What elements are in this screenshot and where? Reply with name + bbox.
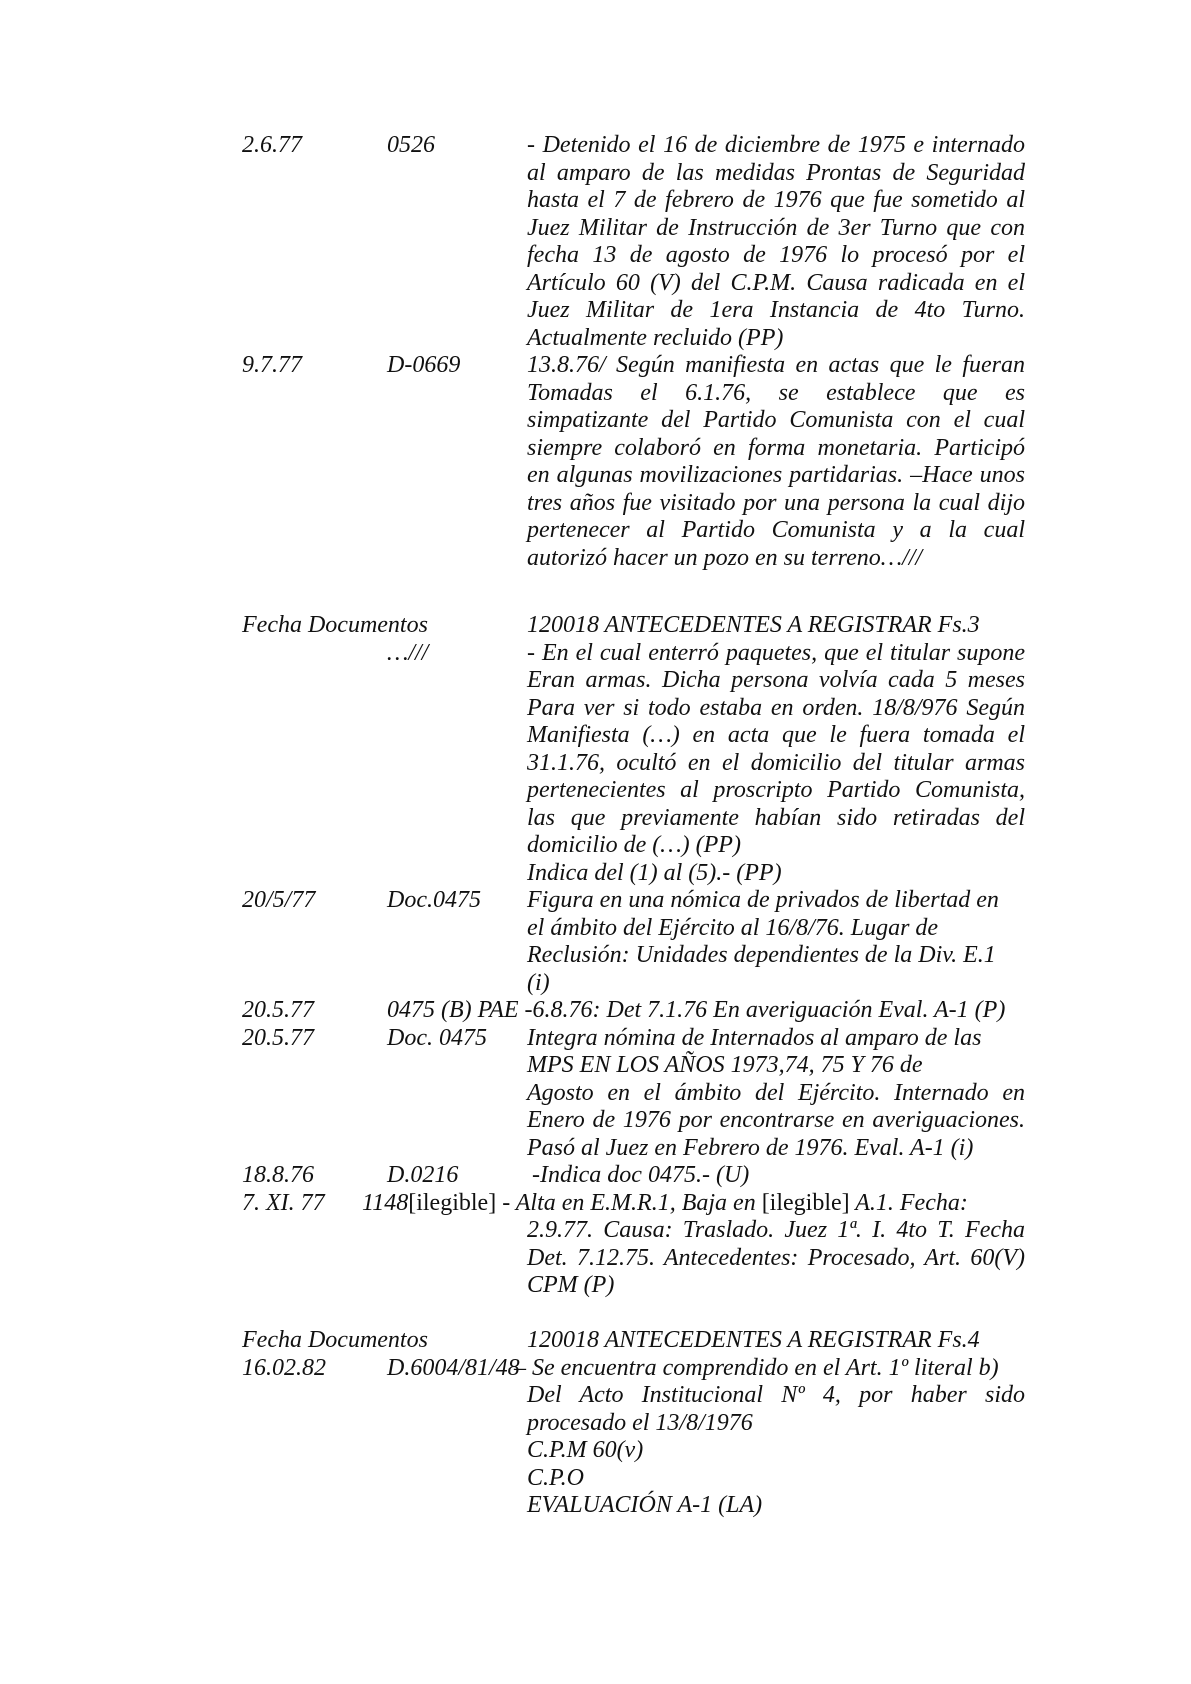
entry-text-line: hasta el 7 de febrero de 1976 que fue sometido al xyxy=(527,187,1025,213)
section-header: 120018 ANTECEDENTES A REGISTRAR Fs.4 xyxy=(527,1327,980,1353)
entry-text-line: MPS EN LOS AÑOS 1973,74, 75 Y 76 de xyxy=(527,1052,923,1078)
entry-text-line: (i) xyxy=(527,969,550,996)
entry-date: 20.5.77 xyxy=(242,1024,314,1051)
entry-text-line: Juez Militar de Instrucción de 3er Turno que con xyxy=(527,214,1025,241)
entry-text-line: fecha 13 de agosto de 1976 lo procesó por el xyxy=(527,242,1025,268)
entry-text-line: Juez Militar de 1era Instancia de 4to Turno. xyxy=(527,297,1025,323)
entry-text-line: - Detenido el 16 de diciembre de 1975 e internado xyxy=(527,132,1025,158)
entry-code: D-0669 xyxy=(387,352,461,378)
entry-code: D.0216 xyxy=(387,1162,459,1188)
entry-text-line: las que previamente habían sido retiradas del xyxy=(527,804,1025,831)
entry-text-line: Det. 7.12.75. Antecedentes: Procesado, Art. 60(V) xyxy=(527,1244,1025,1271)
entry-text-line: Eran armas. Dicha persona volvía cada 5 meses xyxy=(527,667,1025,693)
entry-text-fragment: A.1. Fecha: xyxy=(849,1189,968,1216)
illegible-mark: [ilegible] xyxy=(408,1189,497,1216)
entry-text-line: 31.1.76, ocultó en el domicilio del titular armas xyxy=(527,749,1025,776)
entry-text-line: Actualmente recluido (PP) xyxy=(527,324,784,351)
entry-text-line: - En el cual enterró paquetes, que el titular supone xyxy=(527,639,1025,666)
column-header: Fecha Documentos xyxy=(242,1327,428,1353)
entry-date: 7. XI. 77 xyxy=(242,1189,325,1216)
entry-date: 20/5/77 xyxy=(242,887,316,913)
entry-text-line: Enero de 1976 por encontrarse en averiguaciones. xyxy=(527,1107,1025,1133)
entry-code: 0526 xyxy=(387,132,435,158)
entry-text-line: autorizó hacer un pozo en su terreno…/// xyxy=(527,544,923,571)
entry-date: 16.02.82 xyxy=(242,1354,326,1381)
entry-text-line: Agosto en el ámbito del Ejército. Internado en xyxy=(527,1079,1025,1106)
entry-text-line: Figura en una nómica de privados de libertad en xyxy=(527,887,999,913)
entry-text-line: en algunas movilizaciones partidarias. –Hace unos xyxy=(527,462,1025,488)
entry-text-line: -Indica doc 0475.- (U) xyxy=(532,1162,750,1188)
entry-code: Doc. 0475 xyxy=(387,1024,487,1051)
entry-date: 20.5.77 xyxy=(242,997,314,1023)
entry-text-line: Pasó al Juez en Febrero de 1976. Eval. A-1 (i) xyxy=(527,1134,974,1161)
entry-text-line: 13.8.76/ Según manifiesta en actas que le fueran xyxy=(527,352,1025,378)
entry-text-line: – Se encuentra comprendido en el Art. 1º literal b) xyxy=(514,1354,999,1381)
entry-date: 18.8.76 xyxy=(242,1162,314,1188)
entry-text-line: EVALUACIÓN A-1 (LA) xyxy=(527,1492,763,1518)
entry-code: D.6004/81/48 xyxy=(387,1354,520,1381)
entry-text-line: domicilio de (…) (PP) xyxy=(527,832,741,858)
entry-text-line: Reclusión: Unidades dependientes de la Div. E.1 xyxy=(527,942,996,968)
entry-text-line: Indica del (1) al (5).- (PP) xyxy=(527,859,782,886)
entry-text-line: Artículo 60 (V) del C.P.M. Causa radicada en el xyxy=(527,269,1025,296)
entry-code: 1148 xyxy=(362,1189,409,1216)
entry-text-line: el ámbito del Ejército al 16/8/76. Lugar de xyxy=(527,914,939,941)
entry-text-line: Manifiesta (…) en acta que le fuera tomada el xyxy=(527,722,1025,748)
entry-text-fragment: - Alta en E.M.R.1, Baja en xyxy=(496,1189,762,1216)
entry-code: …/// xyxy=(387,639,429,666)
entry-text-line: CPM (P) xyxy=(527,1272,615,1298)
entry-text-line: simpatizante del Partido Comunista con el cual xyxy=(527,407,1025,433)
entry-text-line: pertenecientes al proscripto Partido Comunista, xyxy=(527,777,1025,803)
illegible-mark: [ilegible] xyxy=(761,1189,850,1216)
entry-text-line: Para ver si todo estaba en orden. 18/8/976 Según xyxy=(527,694,1025,721)
entry-text-line: C.P.O xyxy=(527,1464,584,1491)
entry-text-line: Integra nómina de Internados al amparo de las xyxy=(527,1024,982,1051)
entry-text-line: tres años fue visitado por una persona la cual dijo xyxy=(527,489,1025,516)
entry-text-line: Del Acto Institucional Nº 4, por haber sido xyxy=(527,1382,1025,1408)
entry-date: 9.7.77 xyxy=(242,352,302,378)
entry-text-line: Tomadas el 6.1.76, se establece que es xyxy=(527,379,1025,406)
entry-date: 2.6.77 xyxy=(242,132,302,158)
entry-text-line: pertenecer al Partido Comunista y a la cual xyxy=(527,517,1025,543)
entry-mixed-line xyxy=(362,1190,968,1218)
column-header: Fecha Documentos xyxy=(242,612,428,638)
entry-text-line: procesado el 13/8/1976 xyxy=(527,1409,753,1436)
entry-text-line: siempre colaboró en forma monetaria. Participó xyxy=(527,434,1025,461)
entry-code: Doc.0475 xyxy=(387,887,481,913)
entry-text-line: C.P.M 60(v) xyxy=(527,1437,644,1463)
entry-text-line: al amparo de las medidas Prontas de Seguridad xyxy=(527,159,1025,186)
section-header: 120018 ANTECEDENTES A REGISTRAR Fs.3 xyxy=(527,612,980,638)
entry-text-line: 2.9.77. Causa: Traslado. Juez 1ª. I. 4to T. Fecha xyxy=(527,1217,1025,1243)
entry-inline-line: 0475 (B) PAE -6.8.76: Det 7.1.76 En averiguación Eval. A-1 (P) xyxy=(387,997,1006,1023)
